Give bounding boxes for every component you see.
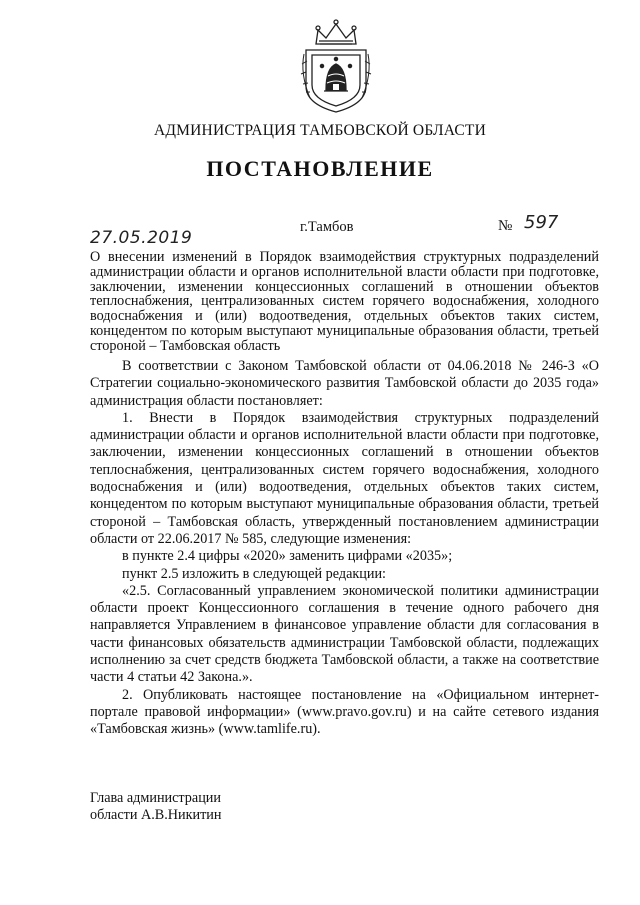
document-title: ПОСТАНОВЛЕНИЕ [206, 156, 434, 181]
document-subject: О внесении изменений в Порядок взаимодействия структурных подразделений администрации области и органов исполнительной власти области при подготовке, заключении, изменении концессионных соглашений в отношении объектов теплоснабжения, централизованных систем горячего водоснабжения, холодного водоснабжения и (или) водоотведения, отдельных объектов таких систем, концедентом по которым выступают муниципальные образования области, третьей стороной – Тамбовская область [90, 249, 599, 354]
document-number: 597 [524, 212, 559, 233]
amendment-2-4-paragraph: в пункте 2.4 цифры «2020» заменить цифрами «2035»; [122, 548, 453, 565]
signature-position: Глава администрации [90, 790, 221, 806]
amendment-2-5-intro-paragraph: пункт 2.5 изложить в следующей редакции: [122, 565, 386, 582]
amendment-2-5-text-paragraph: «2.5. Согласованный управлением экономической политики администрации области проект Концессионного соглашения в течение одного рабочего дня направляется Управлением в финансовое управление области для согласования в части финансовых обязательств администрации Тамбовской области, подлежащих исполнению за счет средств бюджета Тамбовской области, а также на соответствие части 4 статьи 42 Закона.». [90, 582, 599, 686]
signature-block [90, 790, 221, 823]
clause-1-paragraph: 1. Внести в Порядок взаимодействия структурных подразделений администрации области и органов исполнительной власти области при подготовке, заключении, изменении концессионных соглашений в отношении объектов теплоснабжения, централизованных систем горячего водоснабжения, холодного водоснабжения и (или) водоотведения, отдельных объектов таких систем, концедентом по которым выступают муниципальные образования области, третьей стороной – Тамбовская область, утвержденный постановлением администрации области от 22.06.2017 № 585, следующие изменения: [90, 409, 599, 547]
document-body [90, 358, 599, 739]
preamble-paragraph: В соответствии с Законом Тамбовской области от 04.06.2018 № 246-З «О Стратегии социально-экономического развития Тамбовской области до 2035 года» администрация области постановляет: [90, 358, 599, 409]
document-date: 27.05.2019 [90, 228, 193, 248]
document-number-label: № [498, 218, 513, 234]
document-city: г.Тамбов [300, 219, 354, 235]
clause-2-paragraph: 2. Опубликовать настоящее постановление на «Официальном интернет-портале правовой информации» (www.pravo.gov.ru) и на сайте сетевого издания «Тамбовская жизнь» (www.tamlife.ru). [90, 686, 599, 738]
organization-name: АДМИНИСТРАЦИЯ ТАМБОВСКОЙ ОБЛАСТИ [154, 122, 486, 139]
coat-of-arms-emblem-icon [296, 14, 376, 114]
signature-name: области А.В.Никитин [90, 806, 222, 823]
